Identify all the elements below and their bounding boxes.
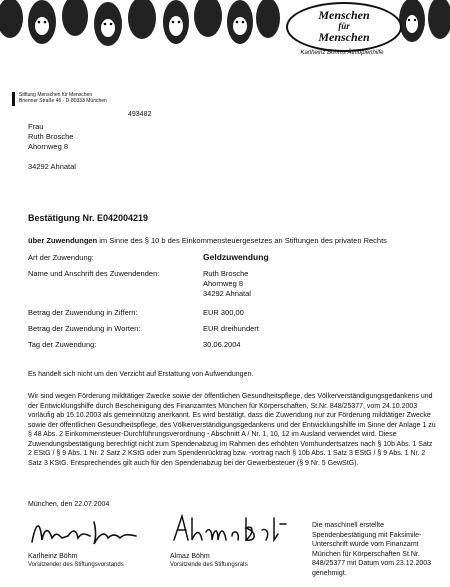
signature-karlheinz-boehm <box>28 512 148 552</box>
field-value-name-3: 34292 Ahnatal <box>203 289 251 298</box>
field-label-name: Name und Anschrift des Zuwendenden: <box>28 269 160 278</box>
recipient-city: 34292 Ahnatal <box>28 162 76 171</box>
logo-tagline: Karlheinz Böhms Äthiopienhilfe <box>300 50 384 56</box>
field-value-name-2: Ahornweg 8 <box>203 279 244 288</box>
document-subtitle <box>28 236 387 245</box>
signer-1-name: Karlheinz Böhm <box>28 553 78 560</box>
header-banner <box>0 0 450 60</box>
signer-1-role: Vorsitzender des Stiftungsvorstands <box>28 562 124 568</box>
subtitle-rest: im Sinne des § 10 b des Einkommensteuergesetzes an Stiftungen des privaten Rechts <box>99 236 387 245</box>
recipient-name: Ruth Brosche <box>28 132 74 141</box>
legal-paragraph: Wir sind wegen Förderung mildtätiger Zwecke sowie der öffentlichen Gesundheitspflege, des Völkerverständigungsgedankens und der Entwicklungshilfe durch Bescheinigung des Finanzamtes München für Körperschaften, St.Nr. 848/25377, vom 24.10.2003 vorläufig ab 15.10.2003 als gemeinnützig anerkannt. Es wird bestätigt, dass die Zuwendung nur zur Förderung mildtätiger Zwecke sowie der öffentlichen Gesundheitspflege, des Völkerverständigungsgedankens und der Entwicklungshilfe im Sinne der Anlage 1 zu § 48 Abs. 2 Einkommensteuer-Durchführungsverordnung - Abschnitt A / Nr. 1, 10, 12 im Ausland verwendet wird. Diese Zuwendungsbestätigung berechtigt nicht zum Spendenabzug im Rahmen des erhöhten Vomhundertsatzes nach § 10b Abs. 1 Satz 2 EStG / § 9 Abs. 1 Nr. 2 Satz 2 KStG oder zum Spendenrücktrag bzw. -vortrag nach § 10b Abs. 1 Satz 3 EStG / § 9 Abs. 1 Nr. 2 Satz 3 KStG. Entsprechendes gilt auch für den Spendenabzug bei der Gewerbesteuer (§ 9 Nr. 5 GewStG). <box>28 393 436 467</box>
field-label-betrag-worten: Betrag der Zuwendung in Worten: <box>28 324 141 333</box>
sender-line-1: Stiftung Menschen für Menschen <box>19 92 93 98</box>
signature-almaz-boehm <box>170 510 290 548</box>
recipient-street: Ahornweg 8 <box>28 142 69 151</box>
subtitle-bold: über Zuwendungen <box>28 236 98 245</box>
sender-marker-bar <box>12 92 15 106</box>
field-value-tag: 30.06.2004 <box>203 340 241 349</box>
signer-2-role: Vorsitzende des Stiftungsrats <box>170 562 248 568</box>
field-value-betrag-ziffern: EUR 300,00 <box>203 308 244 317</box>
document-title: Bestätigung Nr. E042004219 <box>28 213 149 223</box>
sender-line-2: Brienner Straße 46 · D-80333 München <box>19 98 107 104</box>
recipient-salutation: Frau <box>28 122 44 131</box>
reference-number: 493482 <box>128 111 152 118</box>
field-value-name-1: Ruth Brosche <box>203 269 249 278</box>
logo-text-line1: Menschen <box>318 8 370 22</box>
menschen-fuer-menschen-logo <box>286 2 402 52</box>
place-date: München, den 22.07.2004 <box>28 501 110 508</box>
signer-2-name: Almaz Böhm <box>170 553 210 560</box>
logo-text-line3: Menschen <box>318 30 370 44</box>
field-label-art: Art der Zuwendung: <box>28 253 94 262</box>
field-value-betrag-worten: EUR dreihundert <box>203 324 259 333</box>
logo-text-line2: für <box>338 21 350 31</box>
verzicht-note: Es handelt sich nicht um den Verzicht auf Erstattung von Aufwendungen. <box>28 371 254 378</box>
field-label-tag: Tag der Zuwendung: <box>28 340 97 349</box>
field-value-art: Geldzuwendung <box>203 252 269 262</box>
machine-signature-note: Die maschinell erstellte Spendenbestätigung mit Faksimile-Unterschrift wurde vom Finanzamt München für Körperschaften St.Nr. 848/25377 mit Datum vom 23.12.2003 genehmigt. <box>312 522 432 577</box>
field-label-betrag-ziffern: Betrag der Zuwendung in Ziffern: <box>28 308 138 317</box>
